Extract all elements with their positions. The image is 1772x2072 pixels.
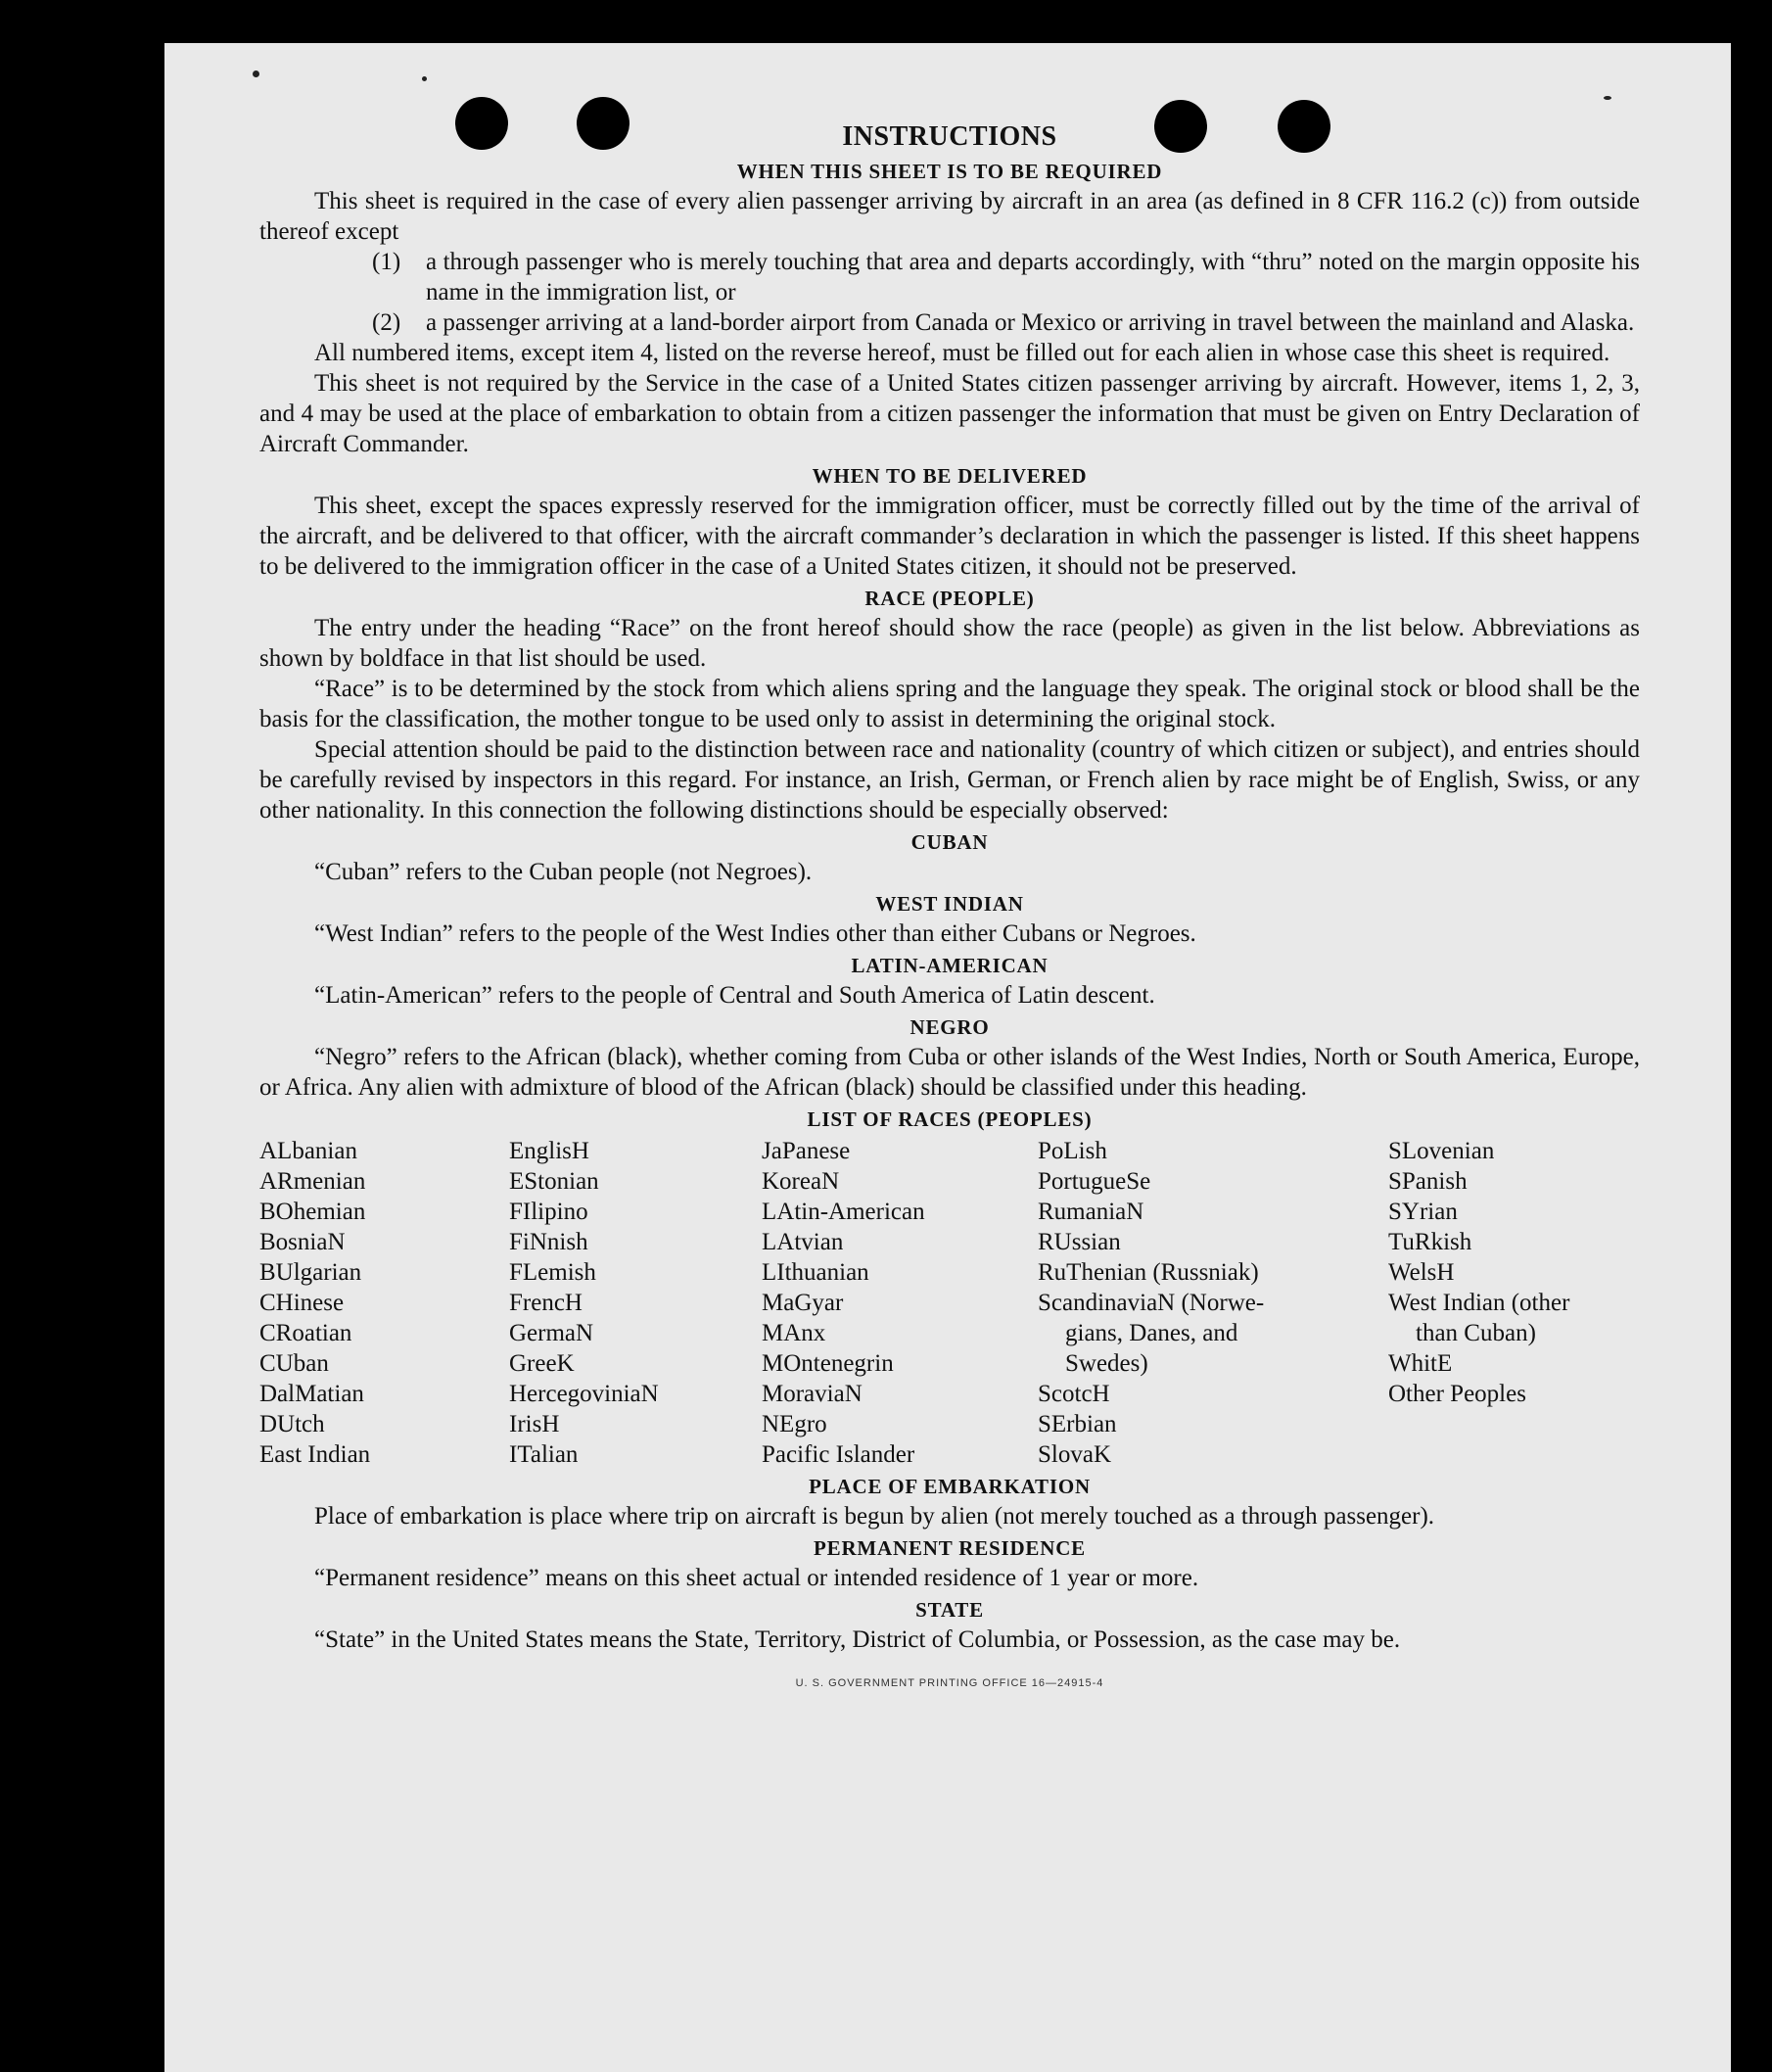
list-item: JaPanese xyxy=(762,1138,851,1164)
list-item: BosniaN xyxy=(259,1229,346,1255)
section-heading-list-of-races: LIST OF RACES (PEOPLES) xyxy=(807,1107,1093,1131)
list-item: FiNnish xyxy=(509,1229,588,1255)
speck-mark xyxy=(422,76,427,81)
speck-mark xyxy=(1604,96,1611,100)
section-heading-west-indian: WEST INDIAN xyxy=(875,892,1024,916)
list-item: CUban xyxy=(259,1350,329,1377)
list-item: gians, Danes, and xyxy=(1065,1320,1238,1346)
list-item: BOhemian xyxy=(259,1199,366,1225)
item-text: a passenger arriving at a land-border airport from Canada or Mexico or arriving in travel between the mainland and Alaska. xyxy=(426,309,1635,336)
item-number: (1) xyxy=(372,249,401,275)
list-item: MaGyar xyxy=(762,1290,844,1316)
races-column-3 xyxy=(762,1136,1038,1470)
instructions-text xyxy=(259,119,1640,1699)
list-item: ScandinaviaN (Norwe- xyxy=(1038,1290,1265,1316)
list-item: TuRkish xyxy=(1388,1229,1472,1255)
list-item: WhitE xyxy=(1388,1350,1453,1377)
paragraph: “West Indian” refers to the people of the West Indies other than either Cubans or Negroes. xyxy=(314,920,1196,947)
list-item: ScotcH xyxy=(1038,1381,1110,1407)
list-item: RumaniaN xyxy=(1038,1199,1144,1225)
numbered-item xyxy=(259,247,1640,307)
list-item: ALbanian xyxy=(259,1138,357,1164)
list-item: LIthuanian xyxy=(762,1259,869,1286)
list-item: Pacific Islander xyxy=(762,1441,915,1468)
list-item: KoreaN xyxy=(762,1168,840,1195)
document-page xyxy=(164,43,1731,2072)
paragraph: “Negro” refers to the African (black), whether coming from Cuba or other islands of the West Indies, North or South America, Europe, or Africa. Any alien with admixture of blood of the African (black) should be classified under this heading. xyxy=(259,1044,1640,1101)
list-item: BUlgarian xyxy=(259,1259,362,1286)
list-item: PortugueSe xyxy=(1038,1168,1151,1195)
races-list xyxy=(259,1136,1640,1470)
races-column-4 xyxy=(1038,1136,1388,1470)
section-heading-latin-american: LATIN-AMERICAN xyxy=(851,954,1049,977)
list-item: SLovenian xyxy=(1388,1138,1495,1164)
paragraph: This sheet, except the spaces expressly reserved for the immigration officer, must be correctly filled out by the time of the arrival of the aircraft, and be delivered to that officer, with the aircraft commander’s declaration in which the passenger is listed. If this sheet happens to be delivered to the immigration officer in the case of a United States citizen, it should not be preserved. xyxy=(259,493,1640,580)
paragraph: “Race” is to be determined by the stock from which aliens spring and the language they speak. The original stock or blood shall be the basis for the classification, the mother tongue to be used only to assist in determining the original stock. xyxy=(259,676,1640,732)
races-column-1 xyxy=(259,1136,509,1470)
section-heading-delivered: WHEN TO BE DELIVERED xyxy=(812,464,1088,488)
paragraph: “State” in the United States means the State, Territory, District of Columbia, or Possession, as the case may be. xyxy=(314,1626,1401,1653)
list-item: IrisH xyxy=(509,1411,560,1437)
list-item: EStonian xyxy=(509,1168,599,1195)
list-item: than Cuban) xyxy=(1416,1320,1536,1346)
list-item: MoraviaN xyxy=(762,1381,863,1407)
list-item: MAnx xyxy=(762,1320,826,1346)
list-item: FIlipino xyxy=(509,1199,588,1225)
printer-imprint: U. S. GOVERNMENT PRINTING OFFICE 16—24915-4 xyxy=(795,1677,1104,1689)
list-item: LAtvian xyxy=(762,1229,844,1255)
list-item: RUssian xyxy=(1038,1229,1121,1255)
paragraph: Special attention should be paid to the distinction between race and nationality (country of which citizen or subject), and entries should be carefully revised by inspectors in this regard. For instance, an Irish, German, or French alien by race might be of English, Swiss, or any other nationality. In this connection the following distinctions should be especially observed: xyxy=(259,736,1640,824)
section-heading-state: STATE xyxy=(915,1598,984,1622)
list-item: WelsH xyxy=(1388,1259,1455,1286)
list-item: EnglisH xyxy=(509,1138,589,1164)
list-item: CHinese xyxy=(259,1290,345,1316)
section-heading-race: RACE (PEOPLE) xyxy=(864,587,1035,610)
list-item: SErbian xyxy=(1038,1411,1117,1437)
list-item: RuThenian (Russniak) xyxy=(1038,1259,1259,1286)
list-item: NEgro xyxy=(762,1411,827,1437)
section-heading-negro: NEGRO xyxy=(909,1015,990,1039)
list-item: FLemish xyxy=(509,1259,596,1286)
list-item: SYrian xyxy=(1388,1199,1458,1225)
races-column-2 xyxy=(509,1136,762,1470)
list-item: SlovaK xyxy=(1038,1441,1111,1468)
section-heading-permanent-residence: PERMANENT RESIDENCE xyxy=(814,1536,1086,1560)
item-text: a through passenger who is merely touching that area and departs accordingly, with “thru” noted on the margin opposite his name in the immigration list, or xyxy=(426,249,1640,306)
races-column-5 xyxy=(1388,1136,1633,1470)
list-item: DalMatian xyxy=(259,1381,364,1407)
paragraph: This sheet is required in the case of every alien passenger arriving by aircraft in an area (as defined in 8 CFR 116.2 (c)) from outside thereof except xyxy=(259,188,1640,245)
paragraph: “Cuban” refers to the Cuban people (not Negroes). xyxy=(314,859,813,885)
page-title: INSTRUCTIONS xyxy=(842,121,1057,152)
paragraph: “Permanent residence” means on this sheet actual or intended residence of 1 year or more. xyxy=(314,1565,1199,1591)
list-item: PoLish xyxy=(1038,1138,1107,1164)
paragraph: All numbered items, except item 4, listed on the reverse hereof, must be filled out for each alien in whose case this sheet is required. xyxy=(314,340,1610,366)
section-heading-embarkation: PLACE OF EMBARKATION xyxy=(809,1475,1091,1498)
list-item: East Indian xyxy=(259,1441,371,1468)
item-number: (2) xyxy=(372,309,401,336)
section-heading-required: WHEN THIS SHEET IS TO BE REQUIRED xyxy=(736,160,1163,183)
list-item: GreeK xyxy=(509,1350,575,1377)
list-item: SPanish xyxy=(1388,1168,1468,1195)
paragraph: “Latin-American” refers to the people of Central and South America of Latin descent. xyxy=(314,982,1155,1009)
list-item: CRoatian xyxy=(259,1320,352,1346)
list-item: HercegoviniaN xyxy=(509,1381,659,1407)
list-item: MOntenegrin xyxy=(762,1350,894,1377)
section-heading-cuban: CUBAN xyxy=(910,830,989,854)
list-item: LAtin-American xyxy=(762,1199,925,1225)
list-item: DUtch xyxy=(259,1411,325,1437)
list-item: ARmenian xyxy=(259,1168,366,1195)
speck-mark xyxy=(253,71,259,77)
list-item: GermaN xyxy=(509,1320,594,1346)
list-item: West Indian (other xyxy=(1388,1290,1570,1316)
list-item: FrencH xyxy=(509,1290,583,1316)
numbered-item xyxy=(259,307,1640,338)
paragraph: The entry under the heading “Race” on the front hereof should show the race (people) as given in the list below. Abbreviations as shown by boldface in that list should be used. xyxy=(259,615,1640,672)
list-item: ITalian xyxy=(509,1441,579,1468)
paragraph: Place of embarkation is place where trip on aircraft is begun by alien (not merely touched as a through passenger). xyxy=(314,1503,1435,1530)
list-item: Other Peoples xyxy=(1388,1381,1526,1407)
paragraph: This sheet is not required by the Service in the case of a United States citizen passenger arriving by aircraft. However, items 1, 2, 3, and 4 may be used at the place of embarkation to obtain from a citizen passenger the information that must be given on Entry Declaration of Aircraft Commander. xyxy=(259,370,1640,457)
list-item: Swedes) xyxy=(1065,1350,1148,1377)
